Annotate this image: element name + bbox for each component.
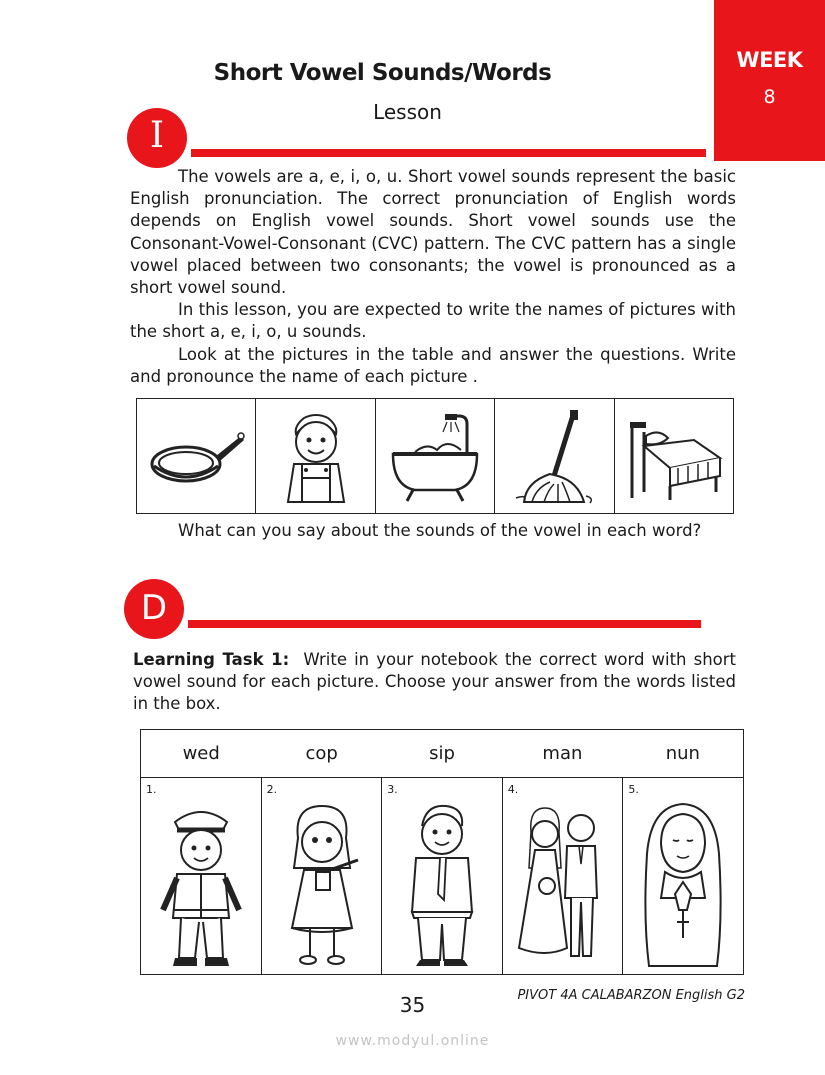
tub-icon xyxy=(385,406,485,506)
watermark: www.modyul.online xyxy=(335,1033,490,1049)
kid-icon xyxy=(266,406,366,506)
page-subtitle: Lesson xyxy=(373,100,442,124)
word-choice: man xyxy=(542,743,583,764)
numbered-cell-5 xyxy=(623,778,743,974)
task-instructions: Write in your notebook the correct word with short vowel sound for each picture. Choose your answer from the words listed in the box. xyxy=(133,650,737,714)
picture-cell-4 xyxy=(495,399,614,513)
word-choice: nun xyxy=(665,743,700,764)
word-choice: cop xyxy=(305,743,338,764)
picture-cell-1 xyxy=(137,399,256,513)
mop-icon xyxy=(504,406,604,506)
section-d-letter: D xyxy=(140,588,168,628)
section-d-divider xyxy=(188,620,701,628)
word-choices xyxy=(141,730,743,778)
footer-source: PIVOT 4A CALABARZON English G2 xyxy=(517,988,745,1003)
nun-icon xyxy=(635,798,731,970)
section-i-letter: I xyxy=(149,115,165,156)
pan-icon xyxy=(146,406,246,506)
man-icon xyxy=(394,798,490,970)
section-i-badge xyxy=(127,108,187,168)
lesson-paragraph-1: The vowels are a, e, i, o, u. Short vowel sounds represent the basic English pronunciation. The correct pronunciation of English words depends on English vowel sounds. Short vowel sounds use the Consonant-Vowel-Consonant (CVC) pattern. The CVC pattern has a single vowel placed between two consonants; the vowel is pronounced as a short vowel sound. xyxy=(130,167,736,298)
section-i-divider xyxy=(191,149,706,157)
item-number: 4. xyxy=(507,783,519,796)
bed-icon xyxy=(624,406,724,506)
wedding-couple-icon xyxy=(515,798,611,970)
word-choice: wed xyxy=(182,743,220,764)
page-number: 35 xyxy=(399,993,426,1017)
item-number: 5. xyxy=(628,783,639,796)
numbered-pictures xyxy=(141,778,743,974)
lesson-paragraph-2: In this lesson, you are expected to write the names of pictures with the short a, e, i, o, u sounds. xyxy=(130,300,736,342)
lesson-paragraph-3: Look at the pictures in the table and answer the questions. Write and pronounce the name of each picture . xyxy=(130,344,736,386)
word-box xyxy=(140,729,744,975)
girl-sipping-icon xyxy=(274,798,370,970)
police-officer-icon xyxy=(153,798,249,970)
picture-table xyxy=(136,398,734,514)
item-number: 3. xyxy=(387,783,398,796)
lesson-question-block xyxy=(130,520,736,542)
numbered-cell-4 xyxy=(503,778,624,974)
task-label: Learning Task 1: xyxy=(133,650,290,669)
lesson-question: What can you say about the sounds of the vowel in each word? xyxy=(178,521,702,540)
week-number: 8 xyxy=(763,86,776,108)
picture-cell-3 xyxy=(376,399,495,513)
week-label: WEEK xyxy=(736,48,803,72)
page-title: Short Vowel Sounds/Words xyxy=(213,60,552,86)
numbered-cell-1 xyxy=(141,778,262,974)
task-text xyxy=(133,649,736,716)
numbered-cell-2 xyxy=(262,778,383,974)
picture-cell-2 xyxy=(256,399,375,513)
picture-cell-5 xyxy=(615,399,733,513)
lesson-text xyxy=(130,166,736,388)
item-number: 1. xyxy=(146,783,157,796)
section-d-badge xyxy=(124,579,184,639)
item-number: 2. xyxy=(266,783,278,796)
word-choice: sip xyxy=(429,743,455,764)
numbered-cell-3 xyxy=(382,778,503,974)
